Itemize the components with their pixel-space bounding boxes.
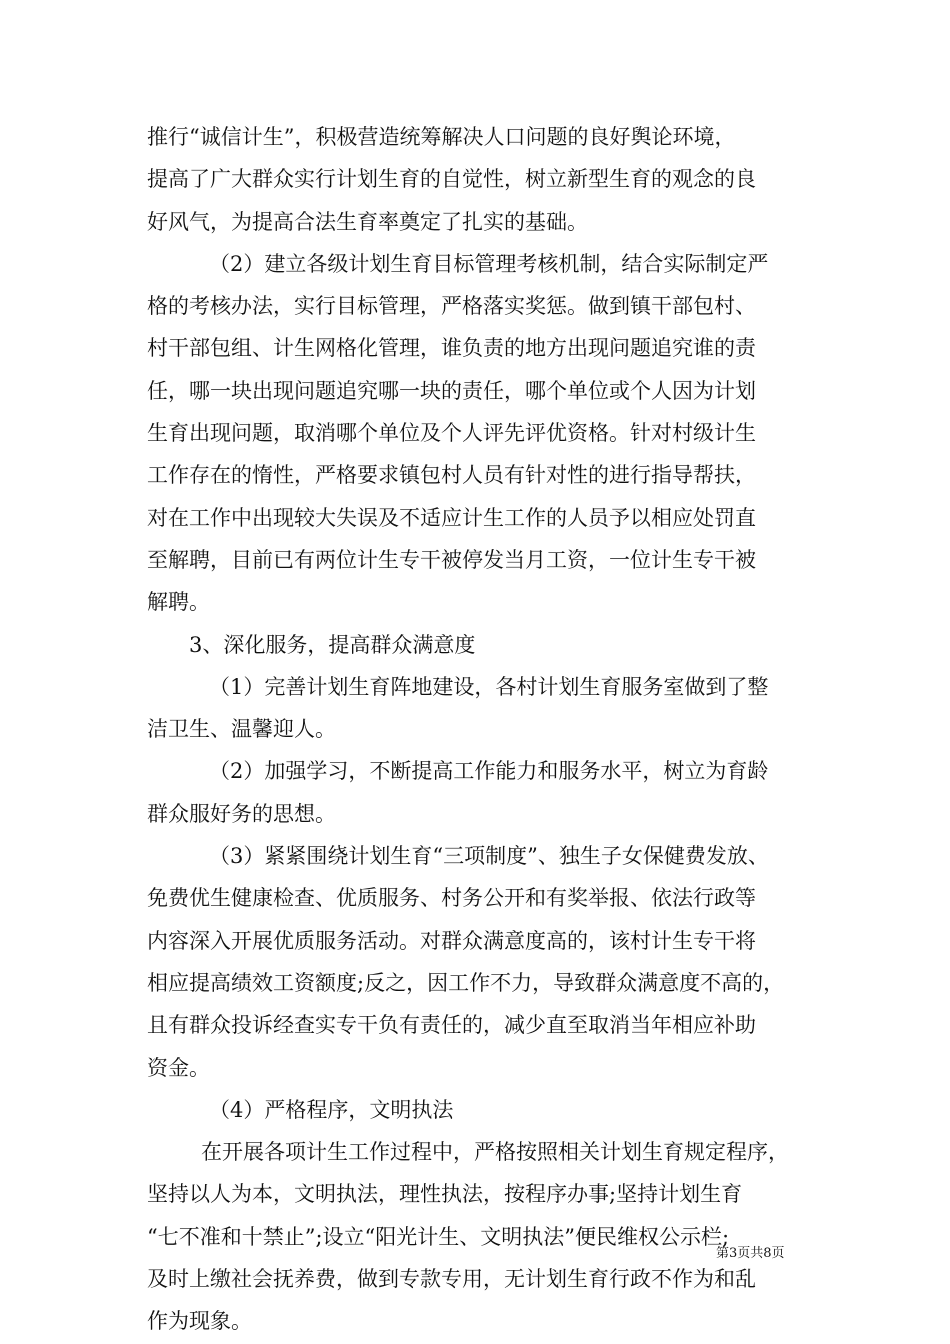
text-line: （3）紧紧围绕计划生育“三项制度”、独生子女保健费发放、: [209, 844, 769, 869]
page-number: 第3页共8页: [716, 1246, 785, 1261]
text-line: （2）建立各级计划生育目标管理考核机制，结合实际制定严: [209, 251, 769, 276]
text-line: （1）完善计划生育阵地建设，各村计划生育服务室做到了整: [209, 674, 769, 699]
text-line: 格的考核办法，实行目标管理，严格落实奖惩。做到镇干部包村、: [147, 294, 756, 319]
text-line: （2）加强学习，不断提高工作能力和服务水平，树立为育龄: [209, 759, 769, 784]
text-line: 资金。: [147, 1055, 210, 1080]
text-line: 及时上缴社会抚养费，做到专款专用，无计划生育行政不作为和乱: [147, 1267, 756, 1292]
text-line: 免费优生健康检查、优质服务、村务公开和有奖举报、依法行政等: [147, 886, 756, 911]
text-line: 坚持以人为本，文明执法，理性执法，按程序办事;坚持计划生育: [147, 1182, 743, 1207]
section-heading: 3、深化服务，提高群众满意度: [189, 632, 476, 657]
text-line: 村干部包组、计生网格化管理，谁负责的地方出现问题追究谁的责: [147, 336, 756, 361]
text-line: 相应提高绩效工资额度;反之，因工作不力，导致群众满意度不高的，: [147, 970, 785, 995]
text-line: 洁卫生、温馨迎人。: [147, 717, 336, 742]
text-line: 群众服好务的思想。: [147, 801, 336, 826]
text-line: 内容深入开展优质服务活动。对群众满意度高的，该村计生专干将: [147, 928, 756, 953]
text-line: 至解聘，目前已有两位计生专干被停发当月工资，一位计生专干被: [147, 547, 756, 572]
text-line: 对在工作中出现较大失误及不适应计生工作的人员予以相应处罚直: [147, 505, 756, 530]
text-line: 提高了广大群众实行计划生育的自觉性，树立新型生育的观念的良: [147, 167, 756, 192]
text-line: 推行“诚信计生”，积极营造统筹解决人口问题的良好舆论环境，: [147, 125, 736, 149]
text-line: “七不准和十禁止”;设立“阳光计生、文明执法”便民维权公示栏;: [147, 1224, 730, 1249]
document-body: [147, 116, 807, 1343]
text-line: 解聘。: [147, 590, 210, 615]
text-line: 在开展各项计生工作过程中，严格按照相关计划生育规定程序，: [201, 1140, 789, 1165]
subsection-heading: （4）严格程序，文明执法: [209, 1097, 454, 1122]
text-line: 且有群众投诉经查实专干负有责任的，减少直至取消当年相应补助: [147, 1013, 756, 1038]
text-line: 工作存在的惰性，严格要求镇包村人员有针对性的进行指导帮扶，: [147, 463, 756, 488]
text-line: 好风气，为提高合法生育率奠定了扎实的基础。: [147, 209, 588, 234]
text-line: 作为现象。: [147, 1309, 252, 1334]
text-line: 任，哪一块出现问题追究哪一块的责任，哪个单位或个人因为计划: [147, 378, 756, 403]
text-line: 生育出现问题，取消哪个单位及个人评先评优资格。针对村级计生: [147, 421, 756, 446]
